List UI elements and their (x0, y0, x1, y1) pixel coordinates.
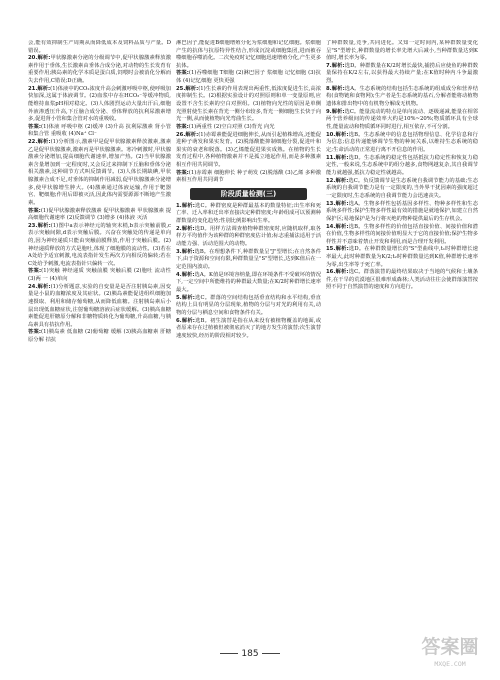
answer-paragraph (326, 246, 478, 269)
question-number: 24.解析: (28, 283, 51, 290)
answer-text: 了种群数量,竞争,共同进化。又知一定时间内,某种群数量变化呈"S"型增长,种群数量的增长率先增大后减小,当种群数量达到K值时,增长率为零。 (326, 40, 478, 62)
answer-text: 选A。生物多样性包括基因多样性、物种多样性和生态系统多样性;保护生物多样性最有效的措施是就地保护,如建立自然保护区;易地保护是为行将灭绝的物种提供最后的生存机会。 (326, 200, 478, 222)
answer-text: 选B。初生演替是指在从来没有被植物覆盖的地面,或者原来存在过植被但被彻底消灭了的地方发生的演替;次生演替速度较快,经历的阶段相对较少。 (176, 317, 321, 339)
text-column-left (28, 40, 171, 645)
answer-paragraph (176, 318, 321, 341)
answer-text: 选B。生态系统中的信息包括物理信息、化学信息和行为信息;信息传递能够调节生物的种间关系,以维持生态系统的稳定;生命活动的正常进行离不开信息的作用。 (326, 131, 478, 153)
question-number: 答案: (28, 329, 42, 336)
question-number: 22.解析: (28, 139, 51, 146)
answer-paragraph (28, 208, 171, 223)
question-number: 5.解析: (176, 294, 195, 301)
answer-paragraph (326, 109, 478, 132)
answer-paragraph (28, 268, 171, 283)
answer-paragraph (326, 132, 478, 155)
question-number: 23.解析: (28, 222, 51, 229)
question-number: 20.解析: (28, 55, 51, 62)
question-number: 8.解析: (326, 85, 345, 92)
answer-text: (1)促甲状腺激素释放激素 促甲状腺激素 甲状腺激素 提高细胞代谢速率 (2)反馈调节 (3)增多 (4)体液 灭活 (28, 207, 171, 222)
answer-text: (1)生长素的作用表现出两重性,低浓度促进生长,高浓度抑制生长。(2)根据实验设计的对照原则和单一变量原则,应设置不含生长素的空白对照组。(3)植物向光性的原因是单侧光照射使生长素在背光一侧分布较多,背光一侧细胞生长快于向光一侧,从而使植物向光弯曲生长。 (176, 85, 321, 123)
question-number: 1.解析: (176, 202, 195, 209)
answer-text: (1)两重性 (2)空白对照 (3)背光 向光 (188, 123, 275, 130)
answer-text: 选D。种群数量在K/2时增长最快,捕捞后应使鱼的种群数量保持在K/2左右,以获得最大持续产量;在K值时种内斗争最激烈。 (326, 62, 478, 85)
answer-paragraph (326, 224, 478, 247)
question-number: 26.解析: (176, 131, 199, 138)
answer-text: 选B。在理想条件下,种群数量呈"J"型增长;在自然条件下,由于资源和空间有限,种群数量呈"S"型增长,达到K值后在一定范围内波动。 (176, 248, 321, 270)
question-number: 9.解析: (326, 108, 345, 115)
answer-text: 选C。群落的空间结构包括垂直结构和水平结构,垂直结构上具有明显的分层现象,植物的分层与对光的利用有关,动物的分层与栖息空间和食物条件有关。 (176, 294, 321, 316)
question-number: 13.解析: (326, 200, 349, 207)
column-block-upper (176, 40, 321, 185)
answer-paragraph (176, 124, 321, 132)
question-number: 6.解析: (176, 317, 195, 324)
question-number: 3.解析: (176, 248, 195, 255)
answer-text: (1)吞噬细胞 T细胞 (2)淋巴因子 浆细胞 记忆细胞 (3)抗体 (4)记忆细胞 更快更强 (176, 70, 321, 85)
watermark-logo (406, 634, 494, 674)
watermark-url: MXQE.COM (434, 660, 466, 668)
answer-paragraph (326, 155, 478, 178)
watermark-text: 答案圈 (421, 636, 479, 658)
answer-paragraph (326, 178, 478, 201)
answer-text: (1)分析题意,实验的自变量是是否注射胰岛素,因变量是小鼠的血糖浓度及其症状。(2)胰岛素能促进组织细胞加速摄取、利用和储存葡萄糖,从而降低血糖。注射胰岛素后小鼠出现低血糖症状,注射葡萄糖溶液后症状缓解。(3)胰高血糖素能促进肝糖原分解和非糖物质转化为葡萄糖,升高血糖,与胰岛素具有拮抗作用。 (28, 283, 171, 328)
question-number: 15.解析: (326, 246, 349, 253)
answer-text: (1)胰岛素 低血糖 (2)葡萄糖 缓解 (3)胰高血糖素 肝糖原分解 拮抗 (28, 329, 171, 343)
answer-text: (1)体液中的CO₂浓度升高会刺激呼吸中枢,使呼吸加快加深,这属于体液调节。(2)血浆中存在HCO₃⁻等缓冲物质,能维持血浆pH相对稳定。(3)人体剧烈运动大量出汗后,细胞外液渗透压升高,下丘脑合成分泌、垂体释放的抗利尿激素增多,促进肾小管和集合管对水的重吸收。 (28, 85, 171, 123)
answer-paragraph (28, 86, 171, 124)
question-number: 25.解析: (176, 85, 199, 92)
answer-paragraph (28, 223, 171, 268)
answer-text: (1)分析图示,激素甲是促甲状腺激素释放激素,激素乙是促甲状腺激素,激素丙是甲状腺激素。寒冷刺激时,甲状腺激素分泌增加,提高细胞代谢速率,增加产热。(2)当甲状腺激素含量增加到一定程度时,又会反过来抑制下丘脑和垂体分泌相关激素,这种调节方式叫反馈调节。(3)人体长期缺碘,甲状腺激素合成不足,对垂体的抑制作用减弱,促甲状腺激素分泌增多,使甲状腺增生肿大。(4)激素通过体液运输,作用于靶器官、靶细胞;作用后即被灭活,因此体内需要源源不断地产生激素。 (28, 139, 171, 206)
answer-text: 选A。K值是环境容纳量,即在环境条件不受破坏的情况下,一定空间中所能维持的种群最大数量;在K/2时种群增长速率最大。 (176, 271, 321, 293)
answer-text: (1)体液 呼吸中枢 (2)缓冲 (3)升高 抗利尿激素 肾小管和集合管 重吸收 (4)Na⁺ Cl⁻ (28, 123, 171, 138)
answer-paragraph (176, 203, 321, 226)
question-number: 7.解析: (326, 62, 345, 69)
answer-text: 选C。种群密度是种群最基本的数量特征;出生率和死亡率、迁入率和迁出率直接决定种群密度;年龄组成可以预测种群数量的变化趋势;性别比例影响出生率。 (176, 202, 321, 224)
answer-paragraph (28, 284, 171, 329)
answer-text: 选D。在种群数量增长的"S"型曲线中,t₁时种群增长速率最大,此时种群数量为K/2;t₂时种群数量达到K值,种群增长速率为零,出生率等于死亡率。 (326, 246, 478, 268)
section-title: 阶段质量检测(三) (190, 188, 307, 200)
answer-text: (1)赤霉素能促进细胞伸长,从而引起植株增高,还能促进种子萌发和果实发育。(2)脱落酸能抑制细胞分裂,促进叶和果实的衰老和脱落。(3)乙烯能促进果实成熟。在植物的生长发育过程中,各种植物激素并不是孤立地起作用,而是多种激素相互作用共同调节。 (176, 131, 321, 168)
answer-paragraph (176, 272, 321, 295)
answer-text: 会,能有效抑制生产周期从而降低成本及饲料品质与产量。D错误。 (28, 40, 171, 54)
question-number: 16.解析: (326, 269, 349, 276)
answer-text: 选A。生态系统的结构包括生态系统的组成成分和营养结构(食物链和食物网);生产者是生态系统的基石,分解者能将动植物遗体和排出物中的有机物分解成无机物。 (326, 85, 478, 107)
answer-paragraph (176, 170, 321, 185)
answer-text: (1)图中a表示神经元的轴突末梢,b表示突触前膜,c表示突触间隙,d表示突触后膜。兴奋在突触处的传递是单向的,因为神经递质只能由突触前膜释放,作用于突触后膜。(2)神经递质释放的方式是胞吐,体现了细胞膜的流动性。(3)若在A处给予适宜刺激,电流表指针发生两次方向相反的偏转;若在C处给予刺激,电流表指针只偏转一次。 (28, 222, 171, 267)
question-number: 2.解析: (176, 225, 195, 232)
answer-paragraph (326, 40, 478, 63)
answer-paragraph (176, 226, 321, 249)
answer-paragraph (176, 295, 321, 318)
answer-text: 选C。负反馈调节是生态系统自我调节能力的基础;生态系统的自我调节能力是有一定限度的,当外界干扰因素的强度超过一定限度时,生态系统的自我调节能力会迅速丧失。 (326, 177, 478, 199)
question-number: 14.解析: (326, 223, 349, 230)
answer-text: 选C。能量流动的特点是单向流动、逐级递减,能量在相邻两个营养级间的传递效率大约是10%~20%;物质循环具有全球性,能量流动和物质循环同时进行,相互依存,不可分割。 (326, 108, 478, 130)
answer-text: 选D。用样方法调查植物种群密度时,应随机取样,取各样方平均值作为该种群的种群密度估计值;标志重捕法适用于活动能力强、活动范围大的动物。 (176, 225, 321, 247)
answer-paragraph (326, 269, 478, 292)
answer-paragraph (176, 40, 321, 70)
answer-paragraph (326, 63, 478, 86)
text-column-middle (176, 40, 321, 645)
answer-text: 淋巴因子,能促进B细胞增殖分化为浆细胞和记忆细胞。浆细胞产生的抗体与抗原特异性结合,形成沉淀或细胞集团,进而被吞噬细胞吞噬消化。二次免疫时记忆细胞迅速增殖分化,产生更多抗体。 (176, 40, 321, 69)
answer-text: (1)突触 神经递质 突触前膜 突触后膜 (2)胞吐 流动性 (3)两 一 (4)单向 (28, 268, 171, 283)
answer-paragraph (28, 55, 171, 85)
answer-paragraph (176, 249, 321, 272)
question-number: 答案: (28, 207, 41, 214)
answer-paragraph (176, 86, 321, 124)
question-number: 答案: (176, 123, 189, 130)
question-number: 10.解析: (326, 131, 349, 138)
question-number: 11.解析: (326, 154, 349, 161)
question-number: 答案: (176, 169, 189, 176)
answer-paragraph (176, 70, 321, 85)
question-number: 答案: (28, 268, 42, 275)
question-number: 12.解析: (326, 177, 349, 184)
question-number: 答案: (176, 70, 189, 77)
answer-text: (1)赤霉素 细胞伸长 种子萌发 (2)脱落酸 (3)乙烯 多种激素相互作用共同调节 (176, 169, 321, 184)
page-number: 185 (0, 649, 500, 659)
answer-text: 选C。群落演替的最终结果取决于当地的气候和土壤条件,在干旱的荒漠地区很难形成森林;人类活动往往会使群落演替按照不同于自然演替的速度和方向进行。 (326, 269, 478, 291)
text-column-right (326, 40, 478, 645)
answer-paragraph (28, 329, 171, 344)
column-block-lower (176, 203, 321, 340)
question-number: 21.解析: (28, 85, 51, 92)
question-number: 4.解析: (176, 271, 195, 278)
answer-paragraph (28, 139, 171, 207)
question-number: 答案: (28, 123, 42, 130)
answer-paragraph (326, 201, 478, 224)
answer-paragraph (326, 86, 478, 109)
answer-text: 选B。生物多样性的价值包括直接价值、间接价值和潜在价值,生物多样性的间接价值明显大于它的直接价值;保护生物多样性并不意味着禁止开发和利用,而是合理开发利用。 (326, 223, 478, 245)
answer-paragraph (176, 132, 321, 170)
answer-text: 甲状腺激素分泌的分级调节中,促甲状腺激素释放激素作用于垂体,生长激素由垂体合成分泌,对动物的生长发育有重要作用;胰岛素的化学本质是蛋白质,饲喂时会被消化分解而失去作用,C错误;D正确。 (28, 55, 171, 85)
answer-paragraph (28, 40, 171, 55)
answer-paragraph (28, 124, 171, 139)
answer-text: 选D。生态系统的稳定性包括抵抗力稳定性和恢复力稳定性,一般来说,生态系统中的组分越多,食物网越复杂,其自我调节能力就越强,抵抗力稳定性就越高。 (326, 154, 478, 176)
